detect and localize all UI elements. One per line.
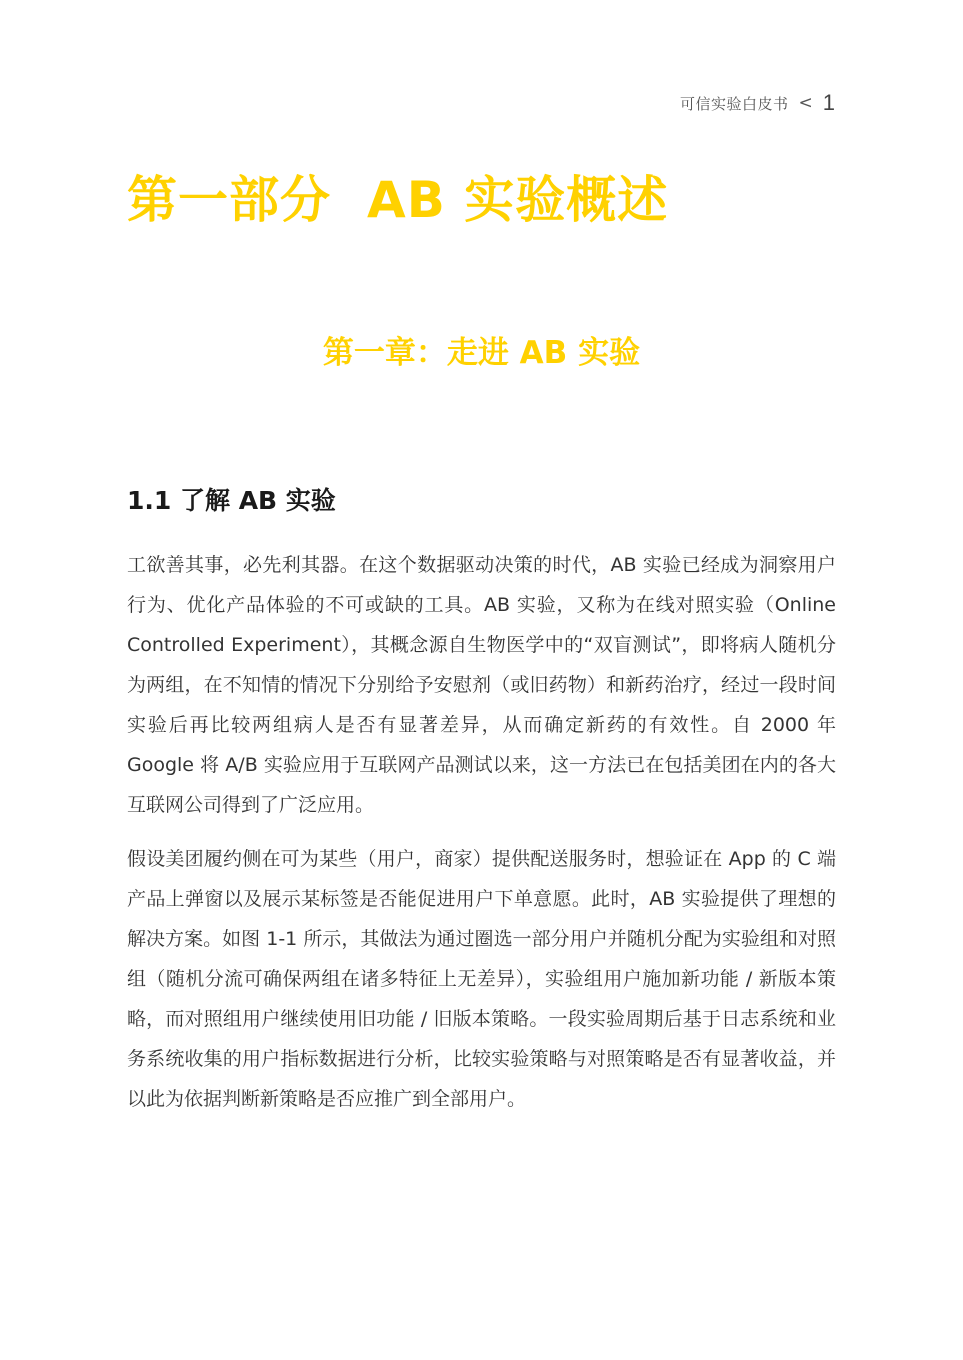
body-paragraph-1: 工欲善其事，必先利其器。在这个数据驱动决策的时代，AB 实验已经成为洞察用户行为、优化产品体验的不可或缺的工具。AB 实验，又称为在线对照实验（Online Controlled Experiment），其概念源自生物医学中的“双盲测试”，即将病人随机分为两组，在不知情的情况下分别给予安慰剂（或旧药物）和新药治疗，经过一段时间实验后再比较两组病人是否有显著差异，从而确定新药的有效性。自 2000 年 Google 将 A/B 实验应用于互联网产品测试以来，这一方法已在包括美团在内的各大互联网公司得到了广泛应用。 bbox=[127, 554, 836, 816]
section-title: 1.1 了解 AB 实验 bbox=[127, 486, 336, 515]
body-paragraph-2: 假设美团履约侧在可为某些（用户，商家）提供配送服务时，想验证在 App 的 C 端产品上弹窗以及展示某标签是否能促进用户下单意愿。此时，AB 实验提供了理想的解决方案。如图 1-1 所示，其做法为通过圈选一部分用户并随机分配为实验组和对照组（随机分流可确保两组在诸多特征上无差异），实验组用户施加新功能 / 新版本策略，而对照组用户继续使用旧功能 / 旧版本策略。一段实验周期后基于日志系统和业务系统收集的用户指标数据进行分析，比较实验策略与对照策略是否有显著收益，并以此为依据判断新策略是否应推广到全部用户。 bbox=[127, 848, 836, 1110]
running-header bbox=[680, 90, 835, 116]
header-separator: < bbox=[798, 93, 813, 113]
chapter-title: 第一章：走进 AB 实验 bbox=[322, 335, 641, 371]
page-number: 1 bbox=[822, 90, 835, 115]
part-heading: AB 实验概述 bbox=[367, 171, 669, 229]
header-title: 可信实验白皮书 bbox=[679, 94, 789, 113]
part-title bbox=[127, 160, 668, 232]
part-label: 第一部分 bbox=[127, 171, 331, 229]
